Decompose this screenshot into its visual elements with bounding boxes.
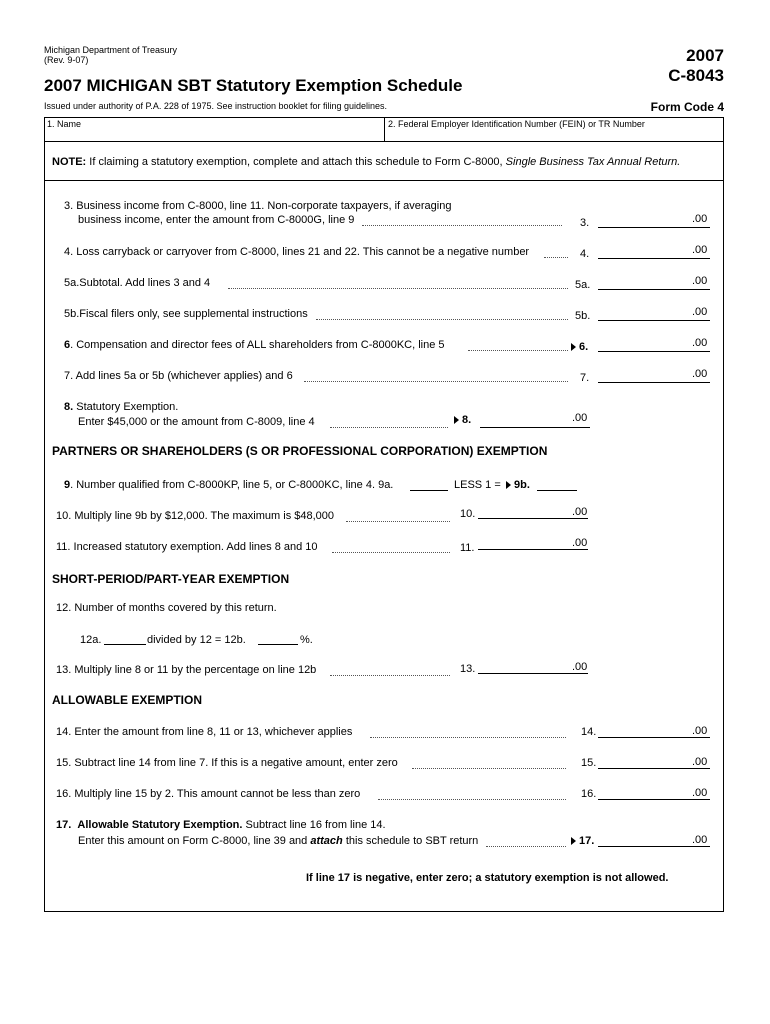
line-8-number (454, 414, 471, 426)
line-9-text (64, 479, 393, 491)
line-7-field[interactable] (598, 382, 710, 383)
line-4-text: 4. Loss carryback or carryover from C-8000, lines 21 and 22. This cannot be a negative number (64, 246, 530, 258)
line-16-leader (378, 799, 566, 800)
line-15-number: 15. (581, 757, 597, 769)
line-11-number: 11. (460, 542, 475, 554)
fein-label: 2. Federal Employer Identification Number (FEIN) or TR Number (388, 119, 645, 129)
section-allowable-heading: ALLOWABLE EXEMPTION (52, 693, 202, 707)
line-6-text (64, 339, 445, 351)
line-14-number: 14. (581, 726, 597, 738)
line-11-field[interactable] (478, 549, 588, 550)
line-8-text-a (64, 401, 178, 413)
note-italic: Single Business Tax Annual Return. (505, 156, 681, 168)
line-9-num: 9 (64, 479, 71, 491)
line-9a-field[interactable] (410, 490, 448, 491)
line-12-text: 12. Number of months covered by this return. (56, 602, 277, 614)
line-8-desc: Statutory Exemption. (73, 401, 179, 413)
line-8-number-text: 8. (462, 414, 472, 426)
line-4-leader (544, 257, 568, 258)
line-4-cents: .00 (692, 244, 708, 256)
line-17-text-b (78, 835, 478, 847)
section-short-period-heading: SHORT-PERIOD/PART-YEAR EXEMPTION (52, 572, 290, 586)
line-13-field[interactable] (478, 673, 588, 674)
line-9-desc: . Number qualified from C-8000KP, line 5, or C-8000KC, line 4. 9a. (70, 479, 394, 491)
line-14-field[interactable] (598, 737, 710, 738)
form-number: C-8043 (668, 66, 724, 85)
line-15-cents: .00 (692, 756, 708, 768)
line-11-leader (332, 552, 450, 553)
line-16-field[interactable] (598, 799, 710, 800)
line-7-leader (304, 381, 568, 382)
line-13-text: 13. Multiply line 8 or 11 by the percentage on line 12b (56, 664, 317, 676)
revision: (Rev. 9-07) (44, 55, 89, 65)
line-12a-label: 12a. (80, 634, 102, 646)
line-10-text: 10. Multiply line 9b by $12,000. The maximum is $48,000 (56, 510, 335, 522)
line-6-cents: .00 (692, 337, 708, 349)
line-15-leader (412, 768, 566, 769)
line-16-number: 16. (581, 788, 597, 800)
line-17-rest: Subtract line 16 from line 14. (242, 819, 386, 831)
line-6-number (571, 341, 588, 353)
line-13-number: 13. (460, 663, 476, 675)
line-6-num: 6 (64, 339, 71, 351)
line-16-text: 16. Multiply line 15 by 2. This amount cannot be less than zero (56, 788, 361, 800)
authority-text: Issued under authority of P.A. 228 of 1975. See instruction booklet for filing guidelines. (44, 101, 388, 111)
line-4-number: 4. (580, 248, 590, 260)
arrow-icon (506, 481, 511, 489)
line-17-cents: .00 (692, 834, 708, 846)
line-17-field[interactable] (598, 846, 710, 847)
line-6-number-text: 6. (579, 341, 589, 353)
line-9b-number (506, 479, 530, 491)
line-17-number-text: 17. (579, 835, 595, 847)
line-12-divided: divided by 12 = 12b. (147, 634, 246, 646)
line-3-cents: .00 (692, 213, 708, 225)
line-9-less: LESS 1 = (454, 479, 501, 491)
line-11-text: 11. Increased statutory exemption. Add lines 8 and 10 (56, 541, 318, 553)
line-8-leader (330, 427, 448, 428)
line-8-text-b: Enter $45,000 or the amount from C-8009, line 4 (78, 416, 315, 428)
name-label: 1. Name (47, 119, 82, 129)
line-8-field[interactable] (480, 427, 590, 428)
id-row-divider (384, 117, 385, 142)
line-5b-number: 5b. (575, 310, 591, 322)
line-5a-text: 5a.Subtotal. Add lines 3 and 4 (64, 277, 211, 289)
line-16-cents: .00 (692, 787, 708, 799)
line-17-leader (486, 846, 566, 847)
line-17-number (571, 835, 594, 847)
line-5a-cents: .00 (692, 275, 708, 287)
line-12-percent: %. (300, 634, 313, 646)
line-5a-number: 5a. (575, 279, 591, 291)
line-12a-field[interactable] (104, 644, 146, 645)
line-6-desc: . Compensation and director fees of ALL shareholders from C-8000KC, line 5 (70, 339, 445, 351)
line-7-text: 7. Add lines 5a or 5b (whichever applies) and 6 (64, 370, 293, 382)
section-partners-heading: PARTNERS OR SHAREHOLDERS (S OR PROFESSIONAL CORPORATION) EXEMPTION (52, 444, 548, 458)
line-3-field[interactable] (598, 227, 710, 228)
name-field[interactable] (46, 128, 382, 141)
line-6-field[interactable] (598, 351, 710, 352)
line-17-attach: attach (310, 835, 343, 847)
line-17-bold: Allowable Statutory Exemption. (77, 819, 243, 831)
line-17-post: this schedule to SBT return (342, 835, 479, 847)
line-9b-field[interactable] (537, 490, 577, 491)
note-text: If claiming a statutory exemption, complete and attach this schedule to Form C-8000, (86, 156, 506, 168)
arrow-icon (571, 837, 576, 845)
arrow-icon (454, 416, 459, 424)
line-5b-text: 5b.Fiscal filers only, see supplemental instructions (64, 308, 308, 320)
line-8-num: 8. (64, 401, 74, 413)
line-3-leader (362, 225, 562, 226)
line-12b-field[interactable] (258, 644, 298, 645)
department-name: Michigan Department of Treasury (44, 45, 178, 55)
line-5a-field[interactable] (598, 289, 710, 290)
line-17-text-a (56, 819, 386, 831)
line-17-pre: Enter this amount on Form C-8000, line 39 and (78, 835, 311, 847)
form-code: Form Code 4 (650, 100, 724, 114)
line-4-field[interactable] (598, 258, 710, 259)
line-3-number: 3. (580, 217, 590, 229)
form-year: 2007 (686, 46, 724, 65)
line-9b-number-text: 9b. (514, 479, 530, 491)
line-5a-leader (228, 288, 568, 289)
note (52, 156, 680, 168)
line-8-cents: .00 (572, 412, 588, 424)
line-10-leader (346, 521, 450, 522)
line-7-cents: .00 (692, 368, 708, 380)
line-5b-cents: .00 (692, 306, 708, 318)
note-prefix: NOTE: (52, 156, 87, 168)
line-7-number: 7. (580, 372, 590, 384)
line-13-leader (330, 675, 450, 676)
line-10-cents: .00 (572, 506, 588, 518)
footer-note: If line 17 is negative, enter zero; a statutory exemption is not allowed. (306, 872, 669, 884)
line-3-text-a: 3. Business income from C-8000, line 11. Non-corporate taxpayers, if averaging (64, 200, 452, 212)
line-6-leader (468, 350, 568, 351)
note-divider (44, 180, 724, 181)
line-11-cents: .00 (572, 537, 588, 549)
line-15-text: 15. Subtract line 14 from line 7. If this is a negative amount, enter zero (56, 757, 398, 769)
form-title: 2007 MICHIGAN SBT Statutory Exemption Schedule (44, 76, 463, 95)
line-5b-field[interactable] (598, 320, 710, 321)
arrow-icon (571, 343, 576, 351)
line-10-number: 10. (460, 508, 476, 520)
line-13-cents: .00 (572, 661, 588, 673)
line-3-text-b: business income, enter the amount from C-8000G, line 9 (78, 214, 355, 226)
line-14-text: 14. Enter the amount from line 8, 11 or 13, whichever applies (56, 726, 353, 738)
fein-field[interactable] (388, 128, 722, 141)
line-10-field[interactable] (478, 518, 588, 519)
line-14-leader (370, 737, 566, 738)
line-15-field[interactable] (598, 768, 710, 769)
line-5b-leader (316, 319, 568, 320)
line-17-num: 17. (56, 819, 72, 831)
line-14-cents: .00 (692, 725, 708, 737)
